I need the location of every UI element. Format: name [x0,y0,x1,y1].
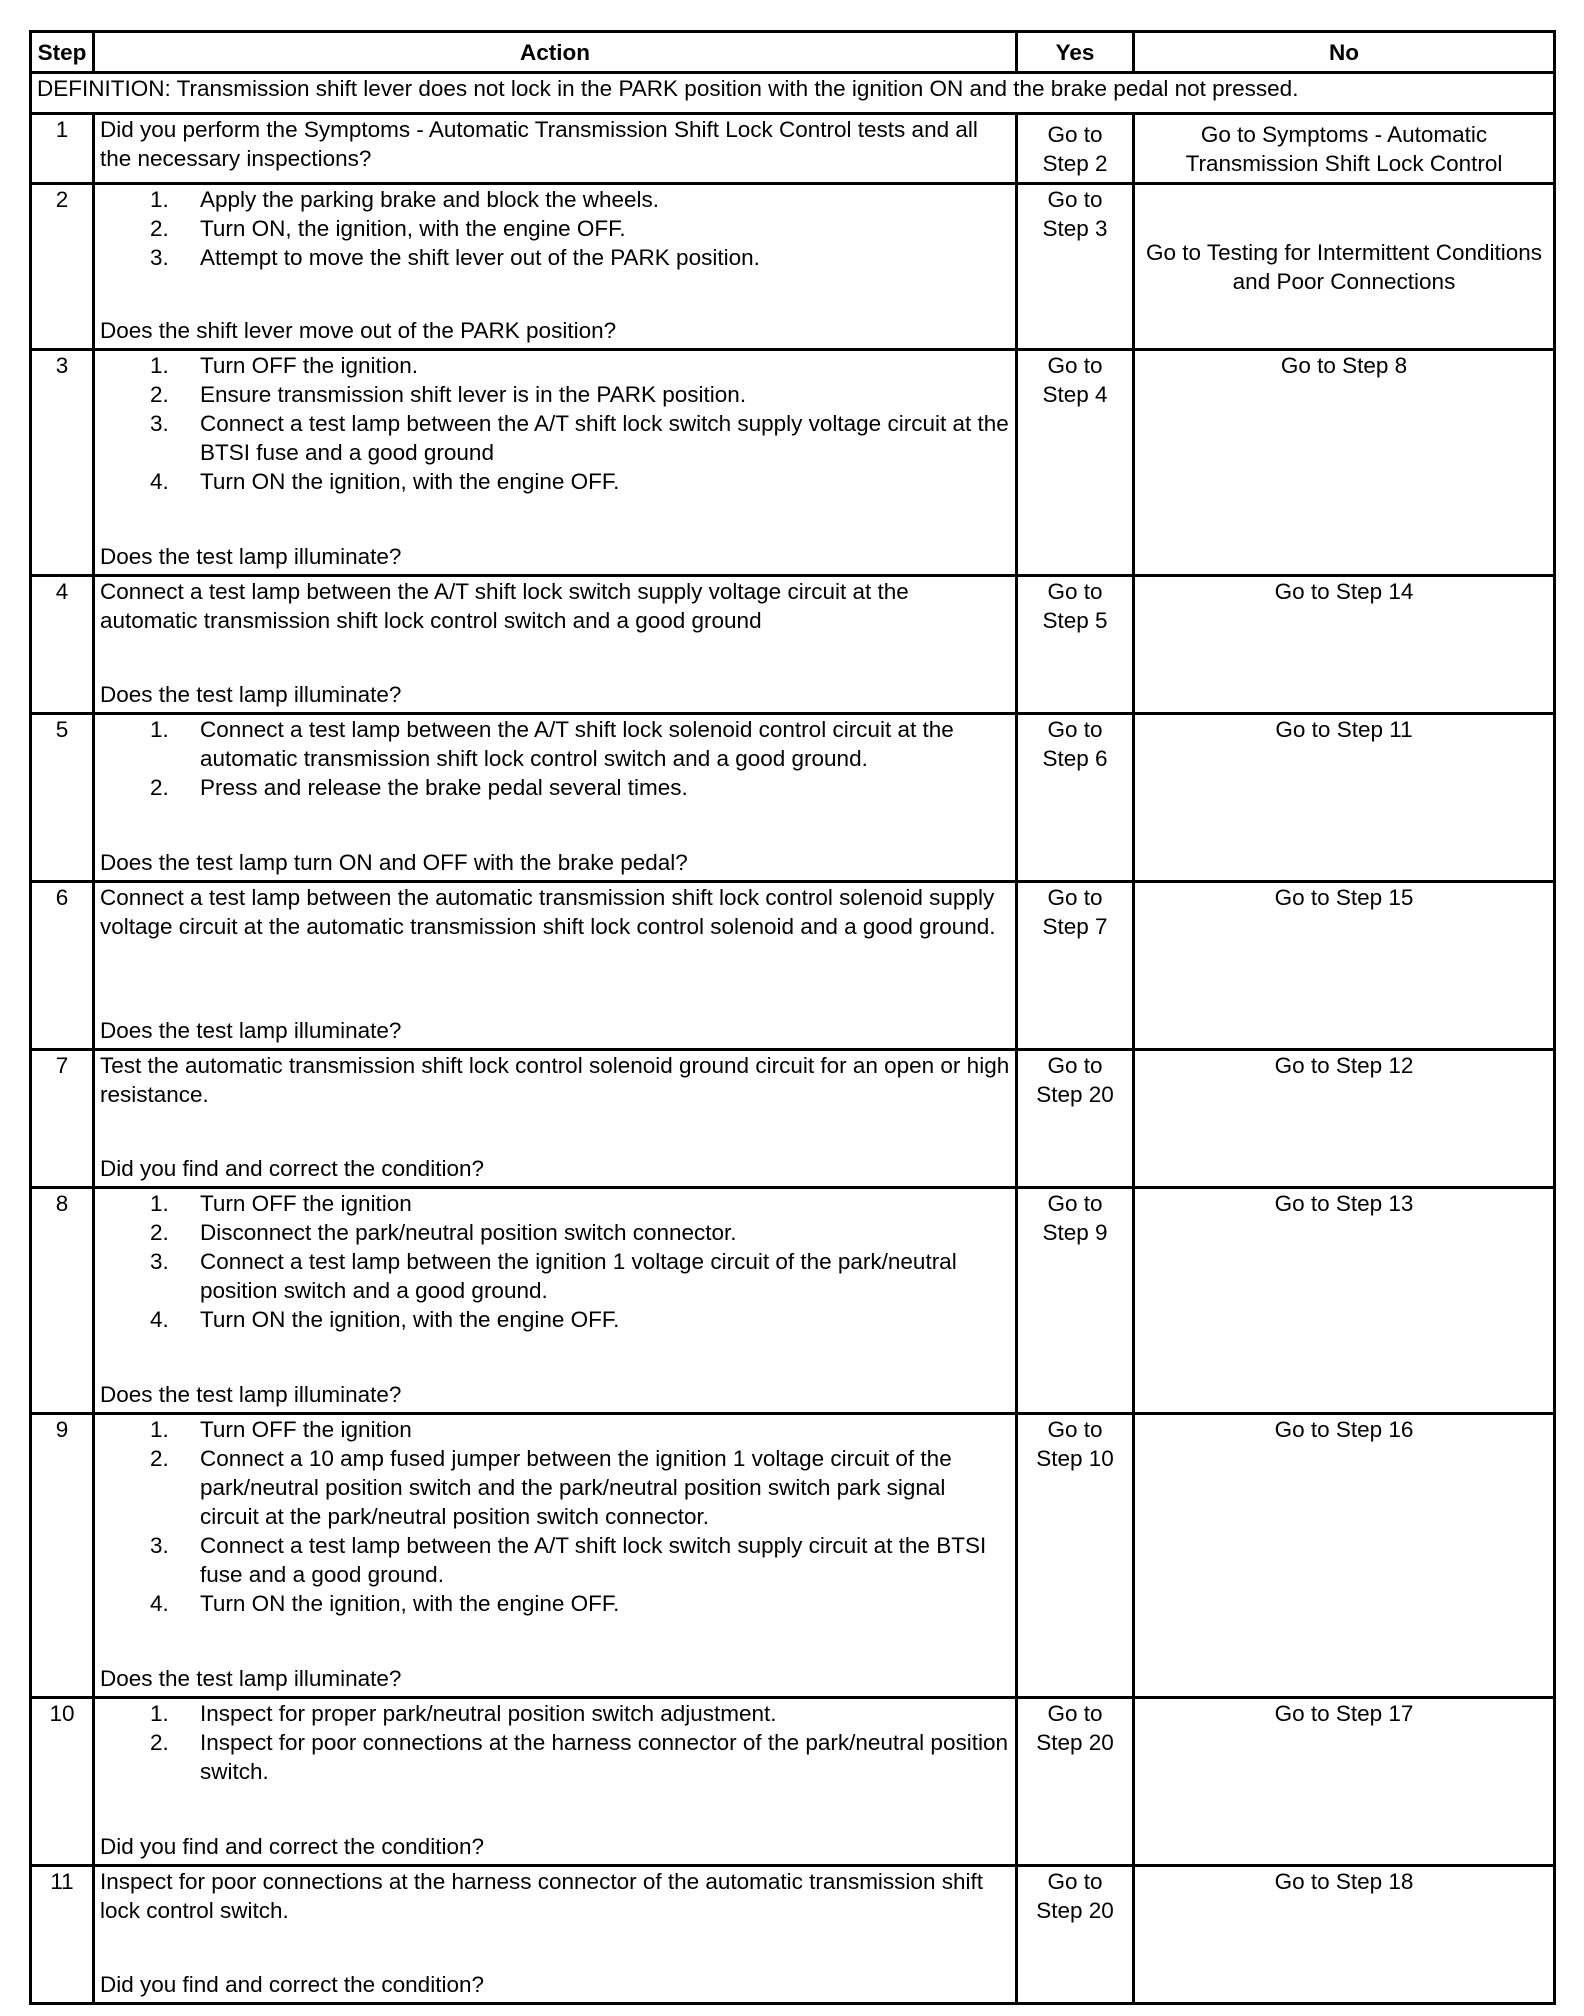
table-row [31,350,1555,576]
no-cell: Go to Step 15 [1134,882,1555,1050]
question-text: Does the test lamp turn ON and OFF with the brake pedal? [100,850,688,875]
header-action: Action [94,32,1017,73]
no-cell: Go to Step 18 [1134,1866,1555,2004]
yes-cell [1017,1188,1134,1414]
table-row [31,882,1555,1050]
action-text: Test the automatic transmission shift lock control solenoid ground circuit for an open or high resistance. [100,1053,1010,1107]
yes-cell [1017,114,1134,184]
table-row [31,1188,1555,1414]
step-number: 5 [31,714,94,882]
step-number: 4 [31,576,94,714]
list-item: 4. Turn ON the ignition, with the engine OFF. [150,1591,620,1616]
action-cell [94,1866,1017,2004]
step-list [100,351,1010,496]
yes-goto-step: Step 20 [1036,1898,1114,1923]
yes-goto-label: Go to [1047,1417,1103,1442]
step-number: 3 [31,350,94,576]
yes-goto-step: Step 9 [1042,1220,1108,1245]
question-text: Does the test lamp illuminate? [100,1382,402,1407]
step-number: 8 [31,1188,94,1414]
no-cell: Go to Step 8 [1134,350,1555,576]
yes-goto-label: Go to [1047,1053,1103,1078]
step-list [100,1699,1010,1786]
table-row [31,1698,1555,1866]
action-cell [94,1414,1017,1698]
list-item: 1. Turn OFF the ignition [150,1191,412,1216]
list-item: 2. Ensure transmission shift lever is in the PARK position. [150,382,747,407]
yes-goto-label: Go to [1047,717,1103,742]
question-text: Does the test lamp illuminate? [100,682,402,707]
action-cell [94,114,1017,184]
header-no: No [1134,32,1555,73]
yes-goto-step: Step 7 [1042,914,1108,939]
yes-goto-step: Step 4 [1042,382,1108,407]
yes-cell [1017,184,1134,350]
list-item: 3. Connect a test lamp between the A/T shift lock switch supply circuit at the BTSI fuse and a good ground. [150,1533,987,1587]
no-cell: Go to Step 12 [1134,1050,1555,1188]
action-text: Inspect for poor connections at the harness connector of the automatic transmission shift lock control switch. [100,1869,983,1923]
table-row [31,576,1555,714]
question-text: Did you find and correct the condition? [100,1972,484,1997]
action-text: Connect a test lamp between the A/T shift lock switch supply voltage circuit at the automatic transmission shift lock control switch and a good ground [100,579,909,633]
yes-goto-step: Step 3 [1042,216,1108,241]
yes-goto-label: Go to [1047,885,1103,910]
no-cell: Go to Step 11 [1134,714,1555,882]
list-item: 2. Inspect for poor connections at the harness connector of the park/neutral position switch. [150,1730,1008,1784]
yes-goto-step: Step 10 [1036,1446,1114,1471]
definition-row [31,73,1555,114]
yes-goto-step: Step 20 [1036,1082,1114,1107]
yes-goto-label: Go to [1047,1869,1103,1894]
list-item: 1. Turn OFF the ignition. [150,353,419,378]
yes-goto-label: Go to [1047,579,1103,604]
yes-goto-step: Step 6 [1042,746,1108,771]
action-text: Connect a test lamp between the automatic transmission shift lock control solenoid supply voltage circuit at the automatic transmission shift lock control solenoid and a good ground. [100,885,996,939]
yes-goto-label: Go to [1047,353,1103,378]
action-cell [94,184,1017,350]
no-cell: Go to Symptoms - Automatic Transmission Shift Lock Control [1134,114,1555,184]
list-item: 1. Turn OFF the ignition [150,1417,412,1442]
question-text: Does the test lamp illuminate? [100,1018,402,1043]
action-cell [94,882,1017,1050]
yes-cell [1017,350,1134,576]
yes-cell [1017,1866,1134,2004]
header-yes: Yes [1017,32,1134,73]
list-item: 3. Attempt to move the shift lever out of the PARK position. [150,245,760,270]
yes-cell [1017,1050,1134,1188]
yes-goto-label: Go to [1047,187,1103,212]
yes-goto-label: Go to [1047,1191,1103,1216]
list-item: 1. Apply the parking brake and block the wheels. [150,187,660,212]
step-number: 9 [31,1414,94,1698]
no-cell: Go to Step 13 [1134,1188,1555,1414]
step-list [100,1189,1010,1334]
step-number: 2 [31,184,94,350]
table-row [31,1866,1555,2004]
yes-goto-step: Step 2 [1042,150,1108,176]
list-item: 2. Turn ON, the ignition, with the engine OFF. [150,216,626,241]
question-text: Does the test lamp illuminate? [100,1666,402,1691]
list-item: 4. Turn ON the ignition, with the engine OFF. [150,469,620,494]
list-item: 3. Connect a test lamp between the ignition 1 voltage circuit of the park/neutral position switch and a good ground. [150,1249,957,1303]
yes-cell [1017,882,1134,1050]
table-row [31,1414,1555,1698]
yes-cell [1017,1414,1134,1698]
step-number: 1 [31,114,94,184]
action-cell [94,350,1017,576]
step-number: 7 [31,1050,94,1188]
step-list [100,185,1010,272]
no-cell: Go to Step 17 [1134,1698,1555,1866]
header-row [31,32,1555,73]
table-row [31,1050,1555,1188]
step-number: 6 [31,882,94,1050]
table-row [31,714,1555,882]
step-number: 11 [31,1866,94,2004]
action-cell [94,1698,1017,1866]
yes-goto-step: Step 5 [1042,608,1108,633]
yes-goto-label: Go to [1047,1701,1103,1726]
question-text: Did you find and correct the condition? [100,1156,484,1181]
yes-goto-step: Step 20 [1036,1730,1114,1755]
no-cell: Go to Step 16 [1134,1414,1555,1698]
step-list [100,715,1010,802]
definition-text: DEFINITION: Transmission shift lever does not lock in the PARK position with the ignition ON and the brake pedal not pressed. [31,73,1555,114]
table-row [31,114,1555,184]
question-text: Does the shift lever move out of the PARK position? [100,318,617,343]
list-item: 2. Disconnect the park/neutral position switch connector. [150,1220,737,1245]
action-text: Did you perform the Symptoms - Automatic Transmission Shift Lock Control tests and all the necessary inspections? [100,117,978,171]
table-row [31,184,1555,350]
list-item: 1. Inspect for proper park/neutral position switch adjustment. [150,1701,777,1726]
yes-goto-label: Go to [1047,121,1103,147]
list-item: 3. Connect a test lamp between the A/T shift lock switch supply voltage circuit at the BTSI fuse and a good ground [150,411,1009,465]
yes-cell [1017,1698,1134,1866]
yes-cell [1017,714,1134,882]
question-text: Does the test lamp illuminate? [100,544,402,569]
step-list [100,1415,1010,1618]
list-item: 2. Press and release the brake pedal several times. [150,775,688,800]
no-cell: Go to Testing for Intermittent Conditions and Poor Connections [1134,184,1555,350]
diagnostic-table [29,30,1556,2005]
step-number: 10 [31,1698,94,1866]
list-item: 4. Turn ON the ignition, with the engine OFF. [150,1307,620,1332]
action-cell [94,576,1017,714]
action-cell [94,1050,1017,1188]
question-text: Did you find and correct the condition? [100,1834,484,1859]
list-item: 1. Connect a test lamp between the A/T shift lock solenoid control circuit at the automatic transmission shift lock control switch and a good ground. [150,717,954,771]
no-cell: Go to Step 14 [1134,576,1555,714]
action-cell [94,1188,1017,1414]
yes-cell [1017,576,1134,714]
list-item: 2. Connect a 10 amp fused jumper between the ignition 1 voltage circuit of the park/neutral position switch and the park/neutral position switch park signal circuit at the park/neutral position switch connector. [150,1446,952,1529]
action-cell [94,714,1017,882]
header-step: Step [31,32,94,73]
